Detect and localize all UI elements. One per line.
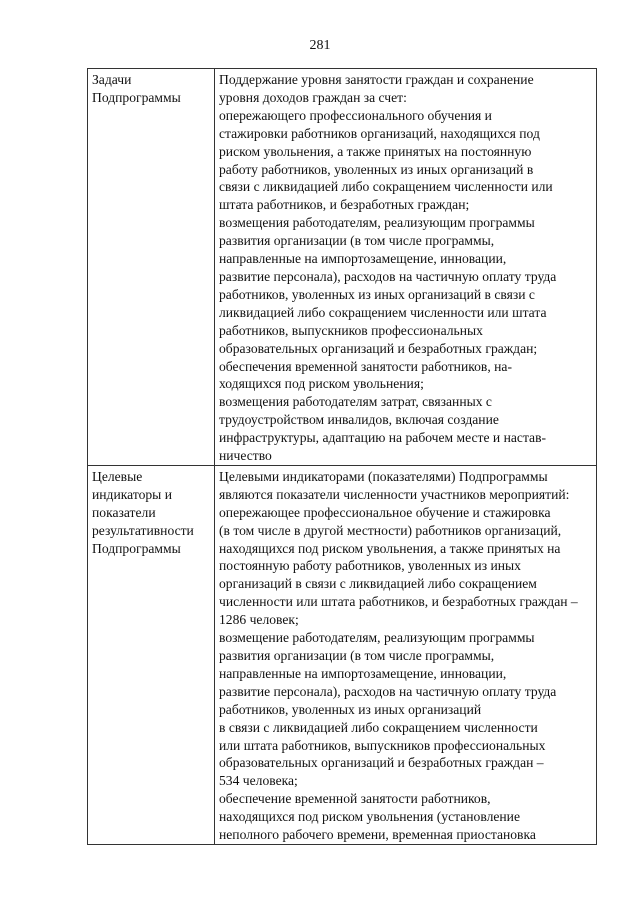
- row-content-line: развитие персонала), расходов на частичную оплату труда: [219, 268, 557, 284]
- row-content-line: возмещения работодателям, реализующим программы: [219, 215, 535, 231]
- row-content-line: или штата работников, выпускников профессиональных: [219, 737, 546, 753]
- row-content-line: возмещение работодателям, реализующим программы: [219, 630, 535, 646]
- row-content-line: ликвидацией либо сокращением численности или штата: [219, 304, 547, 320]
- row-label-line: Подпрограммы: [92, 89, 181, 105]
- page-number: 281: [309, 38, 331, 53]
- row-content-line: направленные на импортозамещение, инновации,: [219, 251, 507, 267]
- row-content-line: работу работников, уволенных из иных организаций в: [219, 161, 534, 177]
- row-content-line: ходящихся под риском увольнения;: [219, 376, 424, 392]
- row-content-line: опережающее профессиональное обучение и стажировка: [219, 504, 551, 520]
- row-content-line: находящихся под риском увольнения, а также принятых на: [219, 540, 561, 556]
- row-content-line: работников, уволенных из иных организаций: [219, 701, 482, 717]
- row-label-cell: [88, 465, 215, 844]
- row-label-line: индикаторы и: [92, 486, 172, 502]
- row-content-line: развитие персонала), расходов на частичную оплату труда: [219, 683, 557, 699]
- row-content-line: образовательных организаций и безработных граждан –: [219, 755, 544, 771]
- row-content-line: опережающего профессионального обучения и: [219, 107, 492, 123]
- row-content-line: связи с ликвидацией либо сокращением численности или: [219, 179, 553, 195]
- program-passport-table: [87, 68, 597, 845]
- row-content-line: обеспечения временной занятости работников, на-: [219, 358, 512, 374]
- row-content-line: инфраструктуры, адаптацию на рабочем месте и настав-: [219, 430, 547, 446]
- row-label-line: показатели: [92, 504, 156, 520]
- row-content-line: направленные на импортозамещение, инновации,: [219, 665, 507, 681]
- row-content-cell: [215, 465, 597, 844]
- row-content-line: численности или штата работников, и безработных граждан –: [219, 594, 578, 610]
- row-label-line: Подпрограммы: [92, 540, 181, 556]
- table-row-targets: [88, 465, 597, 844]
- row-content-line: являются показатели численности участников мероприятий:: [219, 486, 570, 502]
- row-content-line: организаций в связи с ликвидацией либо сокращением: [219, 576, 537, 592]
- row-content-line: Поддержание уровня занятости граждан и сохранение: [219, 72, 534, 87]
- row-content-line: работников, выпускников профессиональных: [219, 322, 483, 338]
- row-content-line: уровня доходов граждан за счет:: [219, 89, 407, 105]
- row-content-line: возмещения работодателям затрат, связанных с: [219, 394, 492, 410]
- row-content-cell: [215, 69, 597, 466]
- row-content-line: штата работников, и безработных граждан;: [219, 197, 470, 213]
- row-content-line: развития организации (в том числе программы,: [219, 233, 495, 249]
- row-content-line: трудоустройством инвалидов, включая создание: [219, 412, 499, 428]
- row-content-line: неполного рабочего времени, временная приостановка: [219, 827, 536, 843]
- row-content-line: развития организации (в том числе программы,: [219, 648, 495, 663]
- row-content-line: обеспечение временной занятости работников,: [219, 791, 491, 807]
- table-row-tasks: [88, 69, 597, 466]
- row-content-line: находящихся под риском увольнения (установление: [219, 809, 520, 825]
- row-content-line: постоянную работу работников, уволенных из иных: [219, 558, 521, 574]
- row-content-line: риском увольнения, а также принятых на постоянную: [219, 143, 532, 159]
- row-label-line: Целевые: [92, 468, 143, 484]
- row-content-line: стажировки работников организаций, находящихся под: [219, 125, 540, 141]
- row-content-line: работников, уволенных из иных организаций в связи с: [219, 286, 535, 302]
- row-label-line: Задачи: [92, 72, 132, 87]
- row-content-line: образовательных организаций и безработных граждан;: [219, 340, 538, 356]
- row-content-line: 1286 человек;: [219, 612, 299, 628]
- row-content-line: 534 человека;: [219, 773, 298, 789]
- row-label-line: результативности: [92, 522, 194, 538]
- row-content-line: (в том числе в другой местности) работников организаций,: [219, 522, 562, 538]
- row-content-line: ничество: [219, 448, 272, 464]
- row-label-cell: [88, 69, 215, 466]
- row-content-line: Целевыми индикаторами (показателями) Подпрограммы: [219, 468, 548, 484]
- row-content-line: в связи с ликвидацией либо сокращением численности: [219, 719, 538, 735]
